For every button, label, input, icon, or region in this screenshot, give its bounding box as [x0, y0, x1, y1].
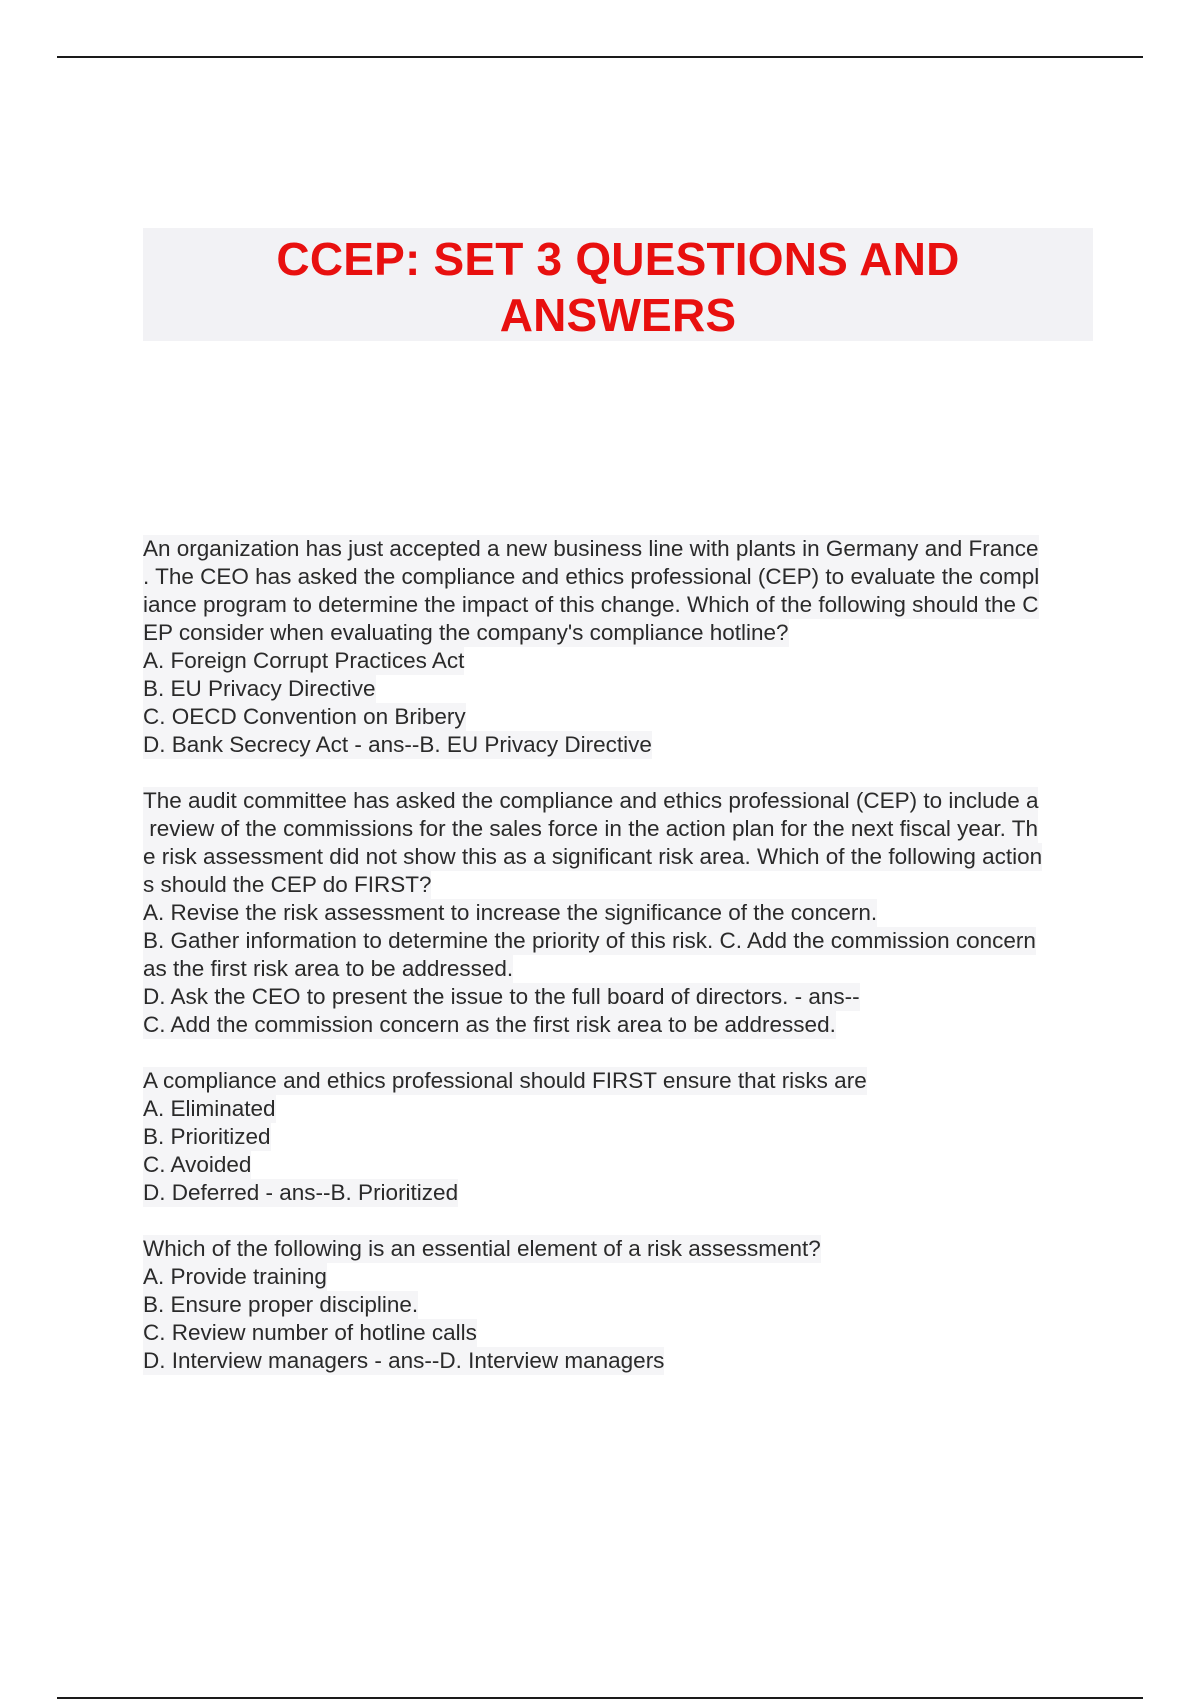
question-line: . The CEO has asked the compliance and ethics professional (CEP) to evaluate the compl — [143, 564, 1040, 589]
qa-block-1 — [143, 535, 1103, 759]
question-line: EP consider when evaluating the company's compliance hotline? — [143, 620, 789, 645]
question-line: s should the CEP do FIRST? — [143, 872, 432, 897]
question-line: Which of the following is an essential element of a risk assessment? — [143, 1236, 821, 1261]
question-line: iance program to determine the impact of this change. Which of the following should the C — [143, 592, 1039, 617]
option-line: D. Ask the CEO to present the issue to the full board of directors. - ans-- — [143, 984, 860, 1009]
qa-block-2 — [143, 787, 1103, 1039]
option-line: A. Revise the risk assessment to increase the significance of the concern. — [143, 900, 878, 925]
answer-line: C. Add the commission concern as the first risk area to be addressed. — [143, 1012, 836, 1037]
title-line-2: ANSWERS — [499, 288, 737, 341]
qa-block-4 — [143, 1235, 1103, 1375]
option-line: B. Gather information to determine the priority of this risk. C. Add the commission concern — [143, 928, 1036, 953]
answer-line: D. Bank Secrecy Act - ans--B. EU Privacy Directive — [143, 732, 652, 757]
title-banner — [143, 228, 1093, 341]
option-line: C. Avoided — [143, 1152, 252, 1177]
footer-rule — [57, 1697, 1143, 1699]
option-line: B. Ensure proper discipline. — [143, 1292, 419, 1317]
qa-block-3 — [143, 1067, 1103, 1207]
question-line: A compliance and ethics professional should FIRST ensure that risks are — [143, 1068, 867, 1093]
option-line: A. Provide training — [143, 1264, 327, 1289]
question-line: An organization has just accepted a new business line with plants in Germany and France — [143, 536, 1039, 561]
option-line: A. Eliminated — [143, 1096, 276, 1121]
option-line: C. OECD Convention on Bribery — [143, 704, 466, 729]
option-line: B. Prioritized — [143, 1124, 271, 1149]
answer-line: D. Interview managers - ans--D. Interview managers — [143, 1348, 665, 1373]
option-line: B. EU Privacy Directive — [143, 676, 376, 701]
header-rule — [57, 56, 1143, 58]
option-line: C. Review number of hotline calls — [143, 1320, 477, 1345]
qa-list — [143, 535, 1103, 1403]
question-line: The audit committee has asked the compliance and ethics professional (CEP) to include a — [143, 788, 1039, 813]
title-line-1: CCEP: SET 3 QUESTIONS AND — [276, 232, 960, 285]
option-line: A. Foreign Corrupt Practices Act — [143, 648, 465, 673]
answer-line: D. Deferred - ans--B. Prioritized — [143, 1180, 459, 1205]
question-line: review of the commissions for the sales force in the action plan for the next fiscal year. Th — [143, 816, 1039, 841]
document-title — [276, 231, 959, 343]
question-line: e risk assessment did not show this as a significant risk area. Which of the following action — [143, 844, 1043, 869]
option-line: as the first risk area to be addressed. — [143, 956, 514, 981]
